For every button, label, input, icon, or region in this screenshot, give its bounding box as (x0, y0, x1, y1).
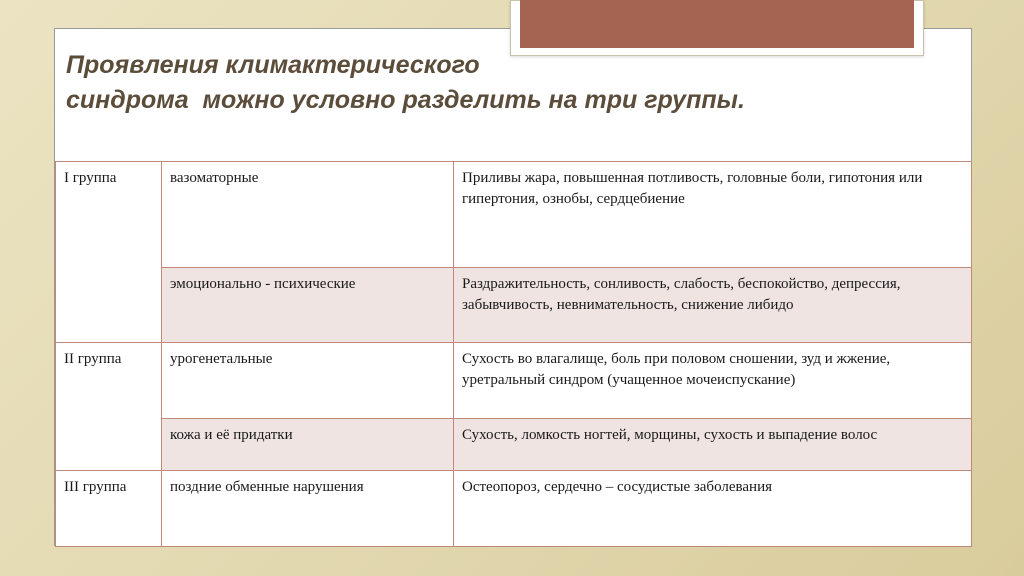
table-row (56, 471, 972, 547)
category-cell: кожа и её придатки (162, 419, 454, 471)
category-cell: вазоматорные (162, 162, 454, 268)
group-cell-1: I группа (56, 162, 162, 343)
table-row (56, 419, 972, 471)
symptoms-cell: Остеопороз, сердечно – сосудистые заболевания (454, 471, 972, 547)
group-cell-3: III группа (56, 471, 162, 547)
table-row (56, 268, 972, 343)
category-cell: поздние обменные нарушения (162, 471, 454, 547)
symptoms-cell: Раздражительность, сонливость, слабость, беспокойство, депрессия, забывчивость, невнимательность, снижение либидо (454, 268, 972, 343)
group-cell-2: II группа (56, 343, 162, 471)
slide-title (66, 48, 946, 118)
category-cell: эмоционально - психические (162, 268, 454, 343)
category-cell: урогенетальные (162, 343, 454, 419)
symptoms-cell: Сухость, ломкость ногтей, морщины, сухость и выпадение волос (454, 419, 972, 471)
symptoms-cell: Приливы жара, повышенная потливость, головные боли, гипотония или гипертония, ознобы, сердцебиение (454, 162, 972, 268)
table-row (56, 343, 972, 419)
symptom-groups-table (55, 161, 972, 547)
slide-title-line-1: Проявления климактерического (66, 51, 480, 79)
symptoms-cell: Сухость во влагалище, боль при половом сношении, зуд и жжение, уретральный синдром (учащенное мочеиспускание) (454, 343, 972, 419)
slide-title-line-2: синдрома можно условно разделить на три группы. (66, 86, 745, 114)
table-row (56, 162, 972, 268)
decorative-accent-block (520, 0, 914, 48)
